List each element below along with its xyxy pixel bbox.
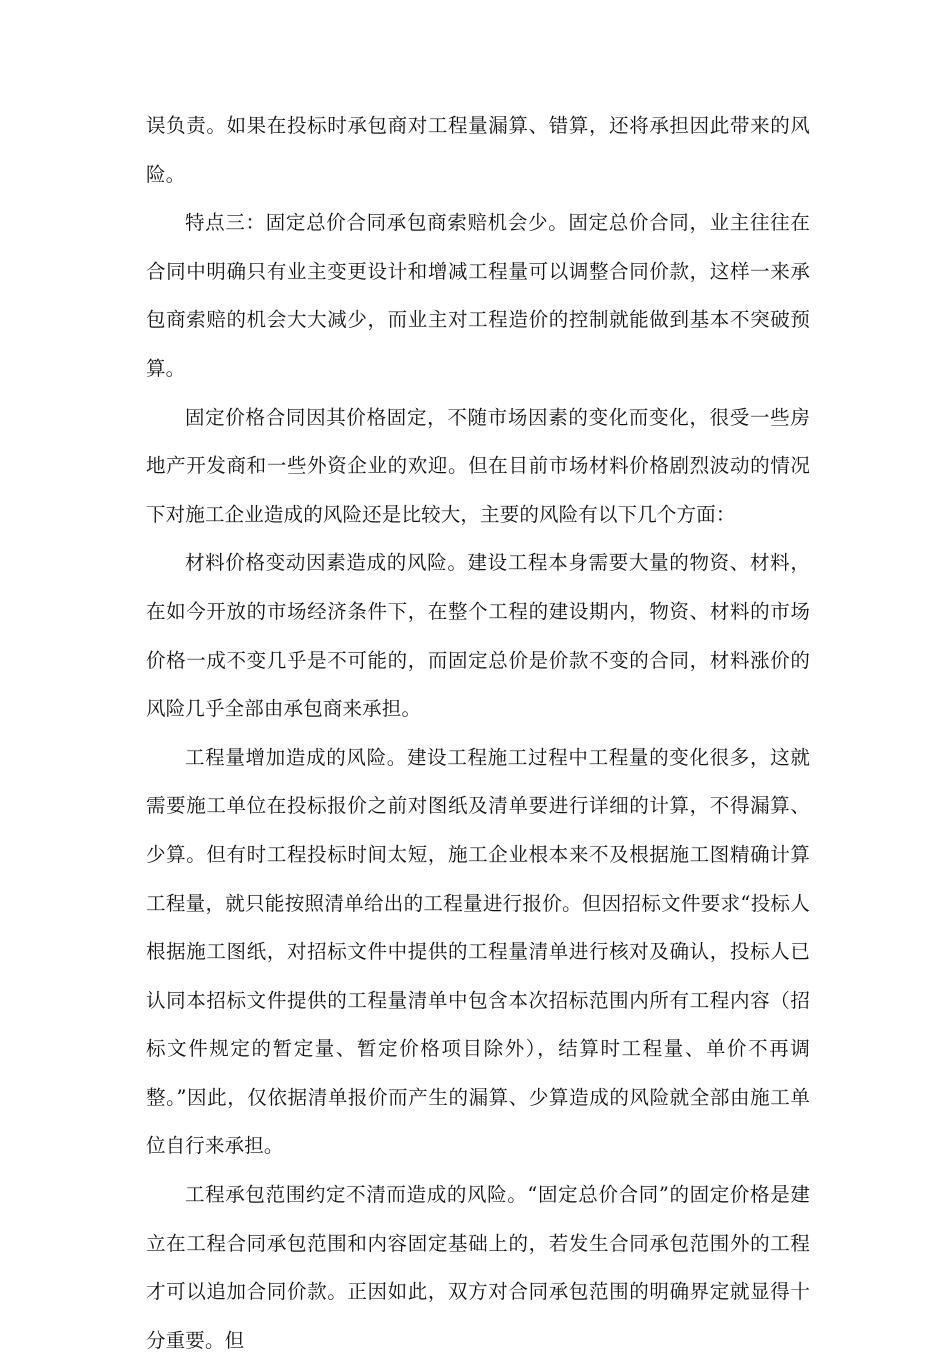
paragraph-quantity-increase-risk: 工程量增加造成的风险。建设工程施工过程中工程量的变化很多，这就需要施工单位在投标报价之前对图纸及清单要进行详细的计算，不得漏算、少算。但有时工程投标时间太短，施工企业根本来不及根据施工图精确计算工程量，就只能按照清单给出的工程量进行报价。但因招标文件要求“投标人根据施工图纸，对招标文件中提供的工程量清单进行核对及确认，投标人已认同本招标文件提供的工程量清单中包含本次招标范围内所有工程内容（招标文件规定的暂定量、暂定价格项目除外），结算时工程量、单价不再调整。”因此，仅依据清单报价而产生的漏算、少算造成的风险就全部由施工单位自行来承担。 (146, 745, 810, 1158)
paragraph-fixed-price-overview: 固定价格合同因其价格固定，不随市场因素的变化而变化，很受一些房地产开发商和一些外资企业的欢迎。但在目前市场材料价格剧烈波动的情况下对施工企业造成的风险还是比较大，主要的风险有以下几个方面： (146, 405, 810, 526)
document-body (146, 102, 810, 1365)
paragraph-material-price-risk: 材料价格变动因素造成的风险。建设工程本身需要大量的物资、材料，在如今开放的市场经济条件下，在整个工程的建设期内，物资、材料的市场价格一成不变几乎是不可能的，而固定总价是价款不变的合同，材料涨价的风险几乎全部由承包商来承担。 (146, 551, 810, 721)
paragraph-scope-unclear-risk: 工程承包范围约定不清而造成的风险。“固定总价合同”的固定价格是建立在工程合同承包范围和内容固定基础上的，若发生合同承包范围外的工程才可以追加合同价款。正因如此，双方对合同承包范围的明确界定就显得十分重要。但 (146, 1183, 810, 1352)
paragraph-feature-three: 特点三：固定总价合同承包商索赔机会少。固定总价合同，业主往往在合同中明确只有业主变更设计和增减工程量可以调整合同价款，这样一来承包商索赔的机会大大减少，而业主对工程造价的控制就能做到基本不突破预算。 (146, 211, 810, 380)
paragraph-continuation: 误负责。如果在投标时承包商对工程量漏算、错算，还将承担因此带来的风险。 (146, 114, 810, 186)
